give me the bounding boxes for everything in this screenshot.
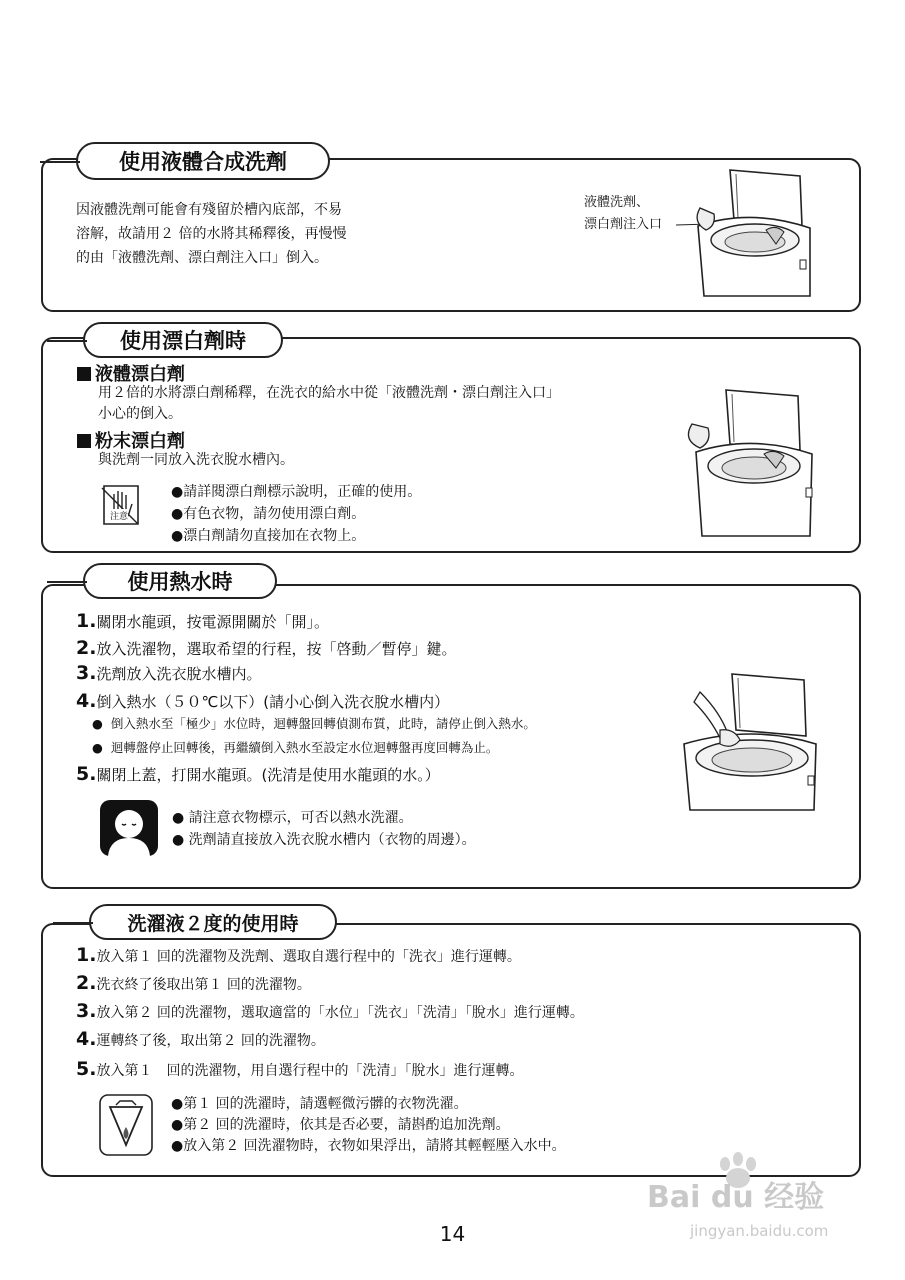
hot-water-step-5: 5.關閉上蓋，打開水龍頭。(洗清是使用水龍頭的水。） (76, 763, 440, 785)
reuse-step-4: 4.運轉終了後，取出第２ 回的洗濯物。 (76, 1028, 325, 1050)
reuse-step-1: 1.放入第１ 回的洗濯物及洗劑、選取自選行程中的「洗衣」進行運轉。 (76, 944, 521, 966)
hot-water-step-3: 3.洗劑放入洗衣脫水槽内。 (76, 662, 262, 684)
section-title-bleach: 使用漂白劑時 (83, 322, 283, 358)
page-number: 14 (439, 1222, 466, 1246)
powder-bleach-heading: 粉末漂白劑 (77, 427, 185, 453)
washer-bleach-illustration (682, 388, 822, 538)
reuse-step-5: 5.放入第１ 回的洗濯物，用自選行程中的「洗清」「脫水」進行運轉。 (76, 1058, 524, 1080)
caution-label: 注意 (110, 509, 128, 522)
square-bullet-icon (77, 367, 91, 381)
callout-line-1: 液體洗劑、 (584, 195, 650, 210)
hot-water-step-2: 2.放入洗濯物，選取希望的行程，按「啓動／暫停」鍵。 (76, 637, 457, 659)
bleach-note-1: ●請詳閱漂白劑標示說明，正確的使用。 (171, 484, 422, 500)
hot-water-step-4: 4.倒入熱水（５０℃以下）(請小心倒入洗衣脫水槽内） (76, 690, 450, 712)
liquid-bleach-line-2: 小心的倒入。 (98, 406, 182, 422)
liquid-detergent-line-2: 溶解，故請用２ 倍的水將其稀釋後，再慢慢 (76, 226, 347, 242)
hot-water-step-1: 1.關閉水龍頭，按電源開關於「開」。 (76, 610, 329, 632)
reuse-note-2: ●第２ 回的洗濯時，依其是否必要，請斟酌追加洗劑。 (171, 1117, 510, 1133)
liquid-bleach-heading: 液體漂白劑 (77, 360, 185, 386)
reuse-note-1: ●第１ 回的洗濯時，請選輕微污髒的衣物洗濯。 (171, 1096, 468, 1112)
wash-water-icon (98, 1093, 154, 1157)
section-title-hot-water: 使用熱水時 (83, 563, 277, 599)
reuse-note-3: ●放入第２ 回洗濯物時，衣物如果浮出，請將其輕輕壓入水中。 (171, 1138, 566, 1154)
section-title-liquid-detergent: 使用液體合成洗劑 (76, 142, 330, 180)
face-icon (100, 800, 158, 856)
watermark-url: jingyan.baidu.com (690, 1222, 829, 1240)
powder-bleach-line: 與洗劑一同放入洗衣脫水槽內。 (98, 452, 294, 468)
baidu-watermark-logo (643, 1150, 873, 1220)
liquid-detergent-line-1: 因液體洗劑可能會有殘留於槽內底部，不易 (76, 202, 342, 218)
bleach-note-2: ●有色衣物，請勿使用漂白劑。 (171, 506, 366, 522)
hot-water-subnote-1: ● 倒入熱水至「極少」水位時，迴轉盤回轉偵測布質，此時，請停止倒入熱水。 (92, 716, 536, 731)
hot-water-subnote-2: ● 迴轉盤停止回轉後，再繼續倒入熱水至設定水位迴轉盤再度回轉為止。 (92, 740, 499, 755)
square-bullet-icon (77, 434, 91, 448)
section-title-reuse-wash-water: 洗濯液２度的使用時 (89, 904, 337, 940)
hot-water-note-2: ● 洗劑請直接放入洗衣脫水槽内（衣物的周邊）。 (172, 832, 476, 848)
callout-line-2: 漂白劑注入口 (584, 217, 663, 232)
washer-hot-water-illustration (680, 672, 830, 812)
liquid-bleach-line-1: 用２倍的水將漂白劑稀釋，在洗衣的給水中從「液體洗劑・漂白劑注入口」 (98, 385, 560, 401)
liquid-detergent-line-3: 的由「液體洗劑、漂白劑注入口」倒入。 (76, 250, 328, 266)
caution-hand-icon (92, 480, 146, 530)
reuse-step-2: 2.洗衣終了後取出第１ 回的洗濯物。 (76, 972, 311, 994)
hot-water-note-1: ● 請注意衣物標示，可否以熱水洗濯。 (172, 810, 413, 826)
reuse-step-3: 3.放入第２ 回的洗濯物，選取適當的「水位」「洗衣」「洗清」「脫水」進行運轉。 (76, 1000, 584, 1022)
washer-dispenser-illustration (670, 168, 820, 298)
bleach-note-3: ●漂白劑請勿直接加在衣物上。 (171, 528, 366, 544)
watermark-brand: Bai du 经验 (647, 1180, 825, 1215)
